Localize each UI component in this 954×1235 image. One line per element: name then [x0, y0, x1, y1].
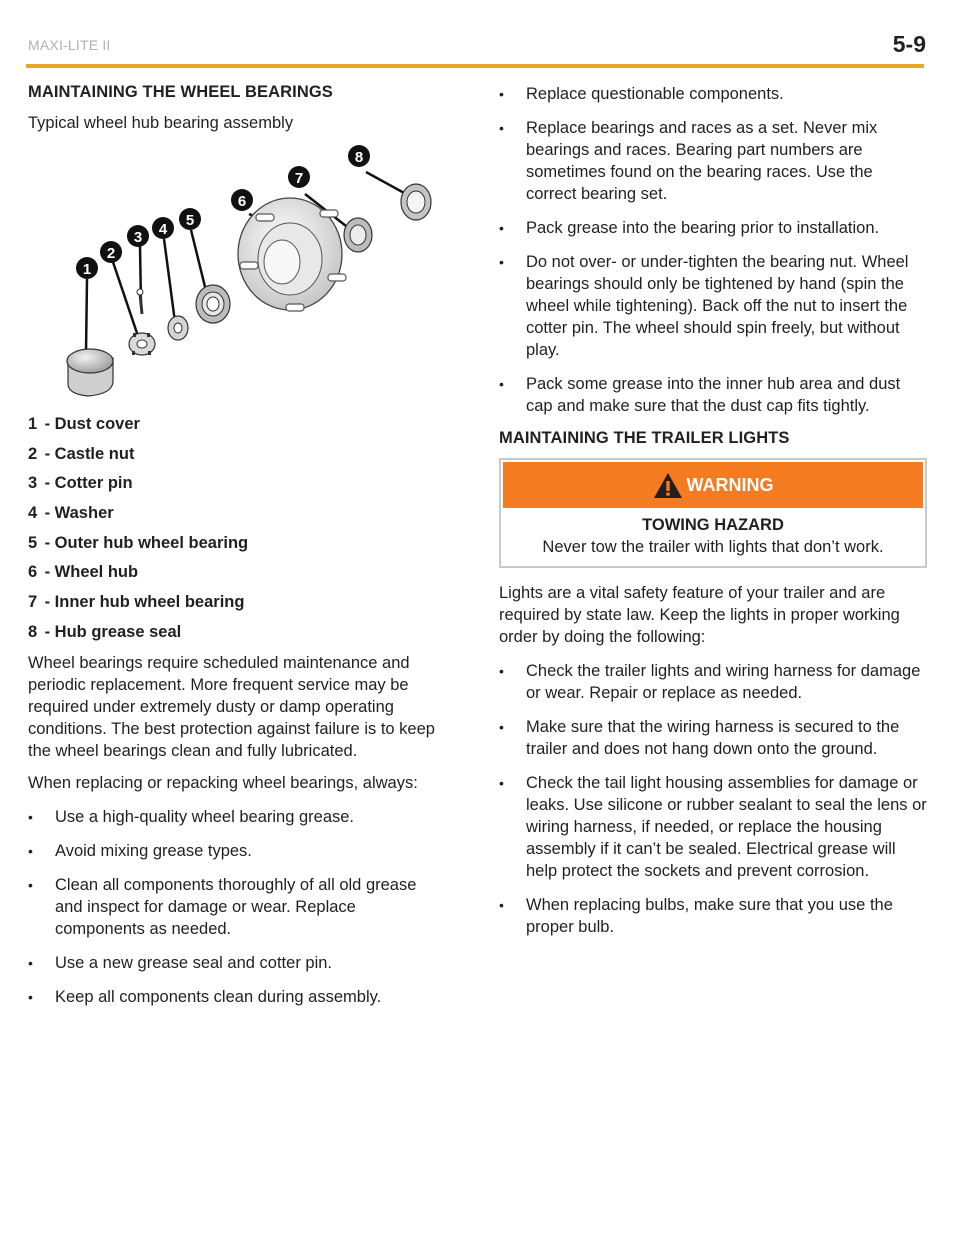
list-item: • Use a high-quality wheel bearing grease. [28, 806, 448, 828]
bearing-assembly-illustration [28, 144, 458, 406]
legend-item: 5 - Outer hub wheel bearing [28, 533, 249, 552]
callout-3 [127, 225, 149, 247]
list-item: • Make sure that the wiring harness is secured to the trailer and does not hang down onto the ground. [499, 716, 927, 760]
list-item: • Use a new grease seal and cotter pin. [28, 952, 448, 974]
dust-cover-part [67, 349, 113, 396]
callout-4 [152, 217, 174, 239]
warning-text: Never tow the trailer with lights that don’t work. [542, 538, 884, 556]
svg-text:7: 7 [294, 170, 304, 187]
lights-bullets [499, 660, 927, 938]
svg-text:5: 5 [185, 212, 195, 229]
callout-1 [76, 257, 98, 279]
wheel-hub-diagram [28, 144, 458, 406]
wheel-hub-part [238, 198, 346, 311]
bearing-bullets [499, 83, 927, 417]
list-item: • Clean all components thoroughly of all old grease and inspect for damage or wear. Replace components as needed. [28, 874, 448, 940]
repacking-intro: When replacing or repacking wheel bearings, always: [28, 773, 418, 792]
list-item: • Avoid mixing grease types. [28, 840, 448, 862]
inner-bearing-part [344, 218, 372, 252]
callout-6 [231, 189, 253, 211]
list-item: • When replacing bulbs, make sure that you use the proper bulb. [499, 894, 927, 938]
list-item: • Pack grease into the bearing prior to installation. [499, 217, 927, 239]
warning-title: TOWING HAZARD [642, 516, 784, 534]
list-item: • Replace bearings and races as a set. Never mix bearings and races. Bearing part numbers are sometimes found on the bearing races. Use the correct bearing set. [499, 117, 927, 205]
figure-intro: Typical wheel hub bearing assembly [28, 114, 294, 132]
warning-body [501, 510, 925, 566]
callout-8 [348, 145, 370, 167]
svg-text:8: 8 [354, 149, 364, 166]
list-item: • Pack some grease into the inner hub area and dust cap and make sure that the dust cap fits tightly. [499, 373, 927, 417]
legend-item: 1 - Dust cover [28, 415, 140, 433]
repacking-bullets [28, 806, 448, 1008]
parts-legend [28, 414, 448, 652]
legend-item: 8 - Hub grease seal [28, 622, 182, 641]
callout-7 [288, 166, 310, 188]
svg-text:2: 2 [106, 245, 116, 262]
warning-header [503, 462, 923, 508]
legend-item: 7 - Inner hub wheel bearing [28, 593, 245, 612]
right-column [499, 83, 927, 950]
lights-paragraph: Lights are a vital safety feature of your trailer and are required by state law. Keep the lights in proper working order by doing the following: [499, 584, 900, 646]
grease-seal-part [401, 184, 431, 220]
warning-box [499, 458, 927, 568]
legend-item: 6 - Wheel hub [28, 563, 139, 582]
header-rule [26, 64, 924, 68]
legend-item: 2 - Castle nut [28, 444, 135, 463]
callout-2 [100, 241, 122, 263]
list-item: • Check the tail light housing assemblies for damage or leaks. Use silicone or rubber sealant to seal the lens or wiring harness, if needed, or replace the housing assembly if it can’t be sealed. Electrical grease will help protect the sockets and prevent corrosion. [499, 772, 927, 882]
list-item: • Do not over- or under-tighten the bearing nut. Wheel bearings should only be tightened by hand (spin the wheel while tightening). Back off the nut to insert the cotter pin. The wheel should spin freely, but without play. [499, 251, 927, 361]
running-header: MAXI-LITE II [28, 37, 111, 53]
maintenance-paragraph: Wheel bearings require scheduled maintenance and periodic replacement. More frequent service may be required under extremely dusty or damp operating conditions. The best protection against failure is to keep the wheel bearings clean and fully lubricated. [28, 653, 435, 760]
section-heading-trailer-lights: MAINTAINING THE TRAILER LIGHTS [499, 429, 790, 447]
svg-text:1: 1 [82, 261, 92, 278]
list-item: • Check the trailer lights and wiring harness for damage or wear. Repair or replace as needed. [499, 660, 927, 704]
warning-triangle-icon [653, 472, 683, 499]
section-heading-wheel-bearings: MAINTAINING THE WHEEL BEARINGS [28, 83, 333, 101]
svg-text:6: 6 [237, 193, 247, 210]
washer-part [168, 316, 188, 340]
list-item: • Replace questionable components. [499, 83, 927, 105]
svg-text:4: 4 [158, 221, 168, 238]
outer-bearing-part [196, 285, 230, 323]
legend-item: 3 - Cotter pin [28, 474, 133, 493]
svg-text:3: 3 [133, 229, 143, 246]
callout-5 [179, 208, 201, 230]
left-column [28, 83, 448, 1020]
list-item: • Keep all components clean during assembly. [28, 986, 448, 1008]
cotter-pin-part [137, 289, 143, 314]
warning-label: WARNING [686, 474, 774, 495]
legend-item: 4 - Washer [28, 504, 114, 523]
castle-nut-part [129, 333, 155, 355]
page-number: 5-9 [892, 31, 926, 57]
